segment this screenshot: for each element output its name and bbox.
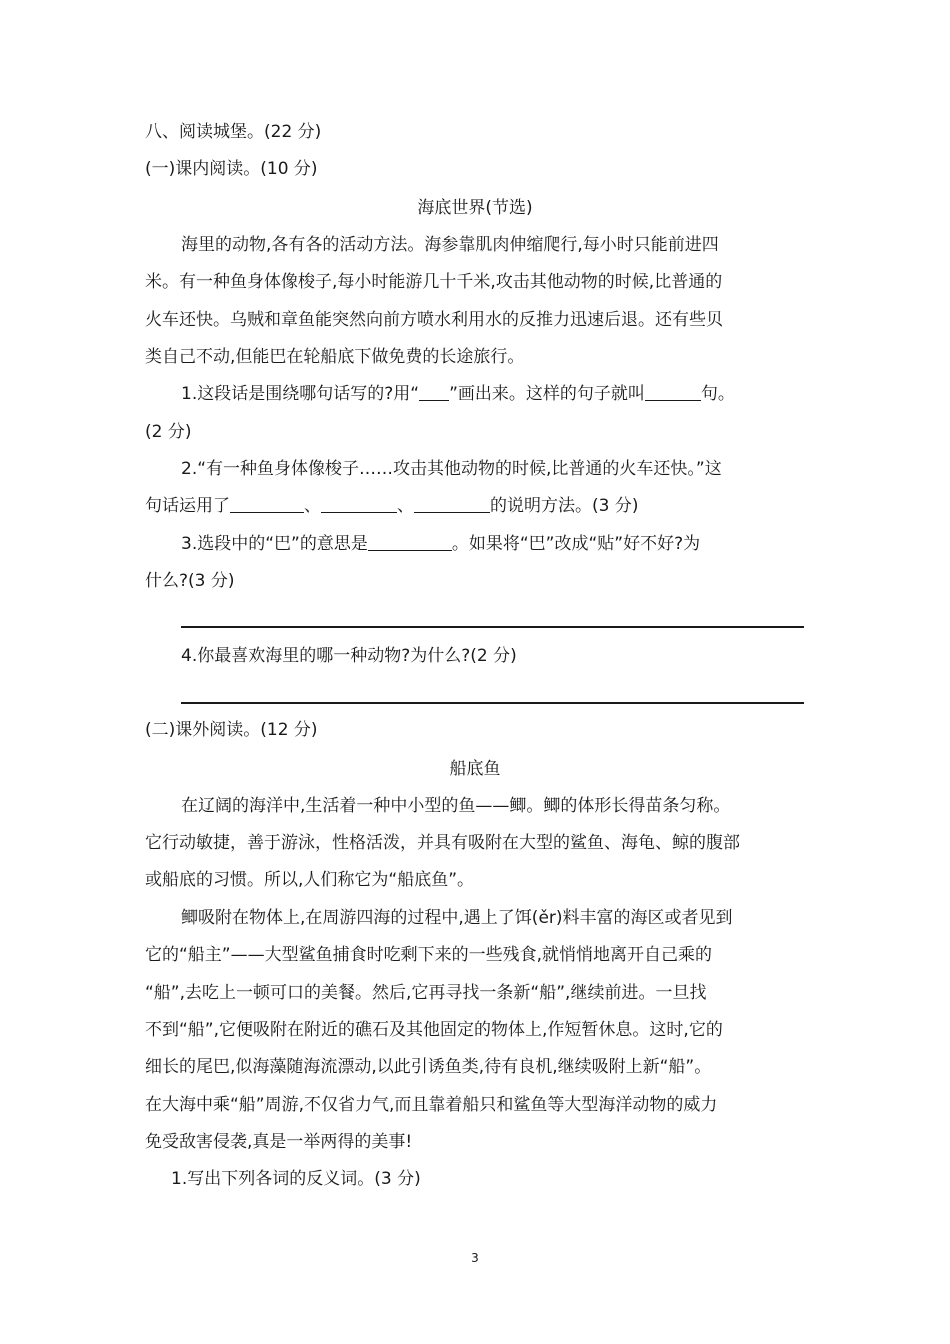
answer-blank[interactable] [321, 494, 397, 513]
question-3-cont: 什么?(3 分) [145, 571, 235, 591]
passage-line: 细长的尾巴,似海藻随海流漂动,以此引诱鱼类,待有良机,继续吸附上新“船”。 [145, 1057, 712, 1077]
passage-line: 它的“船主”——大型鲨鱼捕食时吃剩下来的一些残食,就悄悄地离开自己乘的 [145, 945, 713, 965]
question-text: 句话运用了 [145, 496, 230, 516]
part2-question-1: 1.写出下列各词的反义词。(3 分) [171, 1169, 421, 1189]
passage-line: 火车还快。乌贼和章鱼能突然向前方喷水利用水的反推力迅速后退。还有些贝 [145, 310, 723, 330]
answer-line[interactable] [181, 626, 804, 628]
answer-blank[interactable] [368, 532, 452, 551]
passage-line: “船”,去吃上一顿可口的美餐。然后,它再寻找一条新“船”,继续前进。一旦找 [145, 983, 707, 1003]
question-1-points: (2 分) [145, 422, 192, 442]
question-text: 的说明方法。(3 分) [490, 496, 639, 516]
question-2: 2.“有一种鱼身体像梭子……攻击其他动物的时候,比普通的火车还快。”这 [181, 459, 722, 479]
question-text: ”画出来。这样的句子就叫 [449, 384, 645, 404]
question-text: 3.选段中的“巴”的意思是 [181, 534, 368, 554]
answer-blank[interactable] [230, 494, 304, 513]
part2-passage-title: 船底鱼 [449, 759, 501, 779]
question-1 [181, 382, 735, 406]
answer-blank[interactable] [419, 382, 449, 401]
passage-line: 在辽阔的海洋中,生活着一种中小型的鱼——鲫。鲫的体形长得苗条匀称。 [181, 796, 731, 816]
answer-blank[interactable] [414, 494, 490, 513]
question-text: 句。 [700, 384, 735, 404]
separator: 、 [304, 496, 321, 516]
answer-blank[interactable] [645, 382, 701, 401]
passage-line: 免受敌害侵袭,真是一举两得的美事! [145, 1132, 413, 1152]
section-heading: 八、阅读城堡。(22 分) [145, 122, 322, 142]
question-text: 1.这段话是围绕哪句话写的?用“ [181, 384, 420, 404]
passage-line: 或船底的习惯。所以,人们称它为“船底鱼”。 [145, 870, 475, 890]
question-text: 。如果将“巴”改成“贴”好不好?为 [451, 534, 701, 554]
answer-line[interactable] [181, 702, 804, 704]
passage-line: 类自己不动,但能巴在轮船底下做免费的长途旅行。 [145, 347, 525, 367]
passage-line: 海里的动物,各有各的活动方法。海参靠肌肉伸缩爬行,每小时只能前进四 [181, 235, 719, 255]
question-3 [181, 532, 700, 556]
question-4: 4.你最喜欢海里的哪一种动物?为什么?(2 分) [181, 646, 517, 666]
passage-line: 它行动敏捷，善于游泳，性格活泼，并具有吸附在大型的鲨鱼、海龟、鲸的腹部 [145, 833, 740, 853]
page-number: 3 [471, 1251, 479, 1265]
part1-passage-title: 海底世界(节选) [417, 198, 533, 218]
passage-line: 不到“船”,它便吸附在附近的礁石及其他固定的物体上,作短暂休息。这时,它的 [145, 1020, 723, 1040]
passage-line: 在大海中乘“船”周游,不仅省力气,而且靠着船只和鲨鱼等大型海洋动物的威力 [145, 1095, 718, 1115]
question-2-cont [145, 494, 638, 518]
part1-heading: (一)课内阅读。(10 分) [145, 159, 318, 179]
passage-line: 米。有一种鱼身体像梭子,每小时能游几十千米,攻击其他动物的时候,比普通的 [145, 272, 723, 292]
part2-heading: (二)课外阅读。(12 分) [145, 720, 318, 740]
passage-line: 鲫吸附在物体上,在周游四海的过程中,遇上了饵(ěr)料丰富的海区或者见到 [181, 908, 733, 928]
separator: 、 [397, 496, 414, 516]
